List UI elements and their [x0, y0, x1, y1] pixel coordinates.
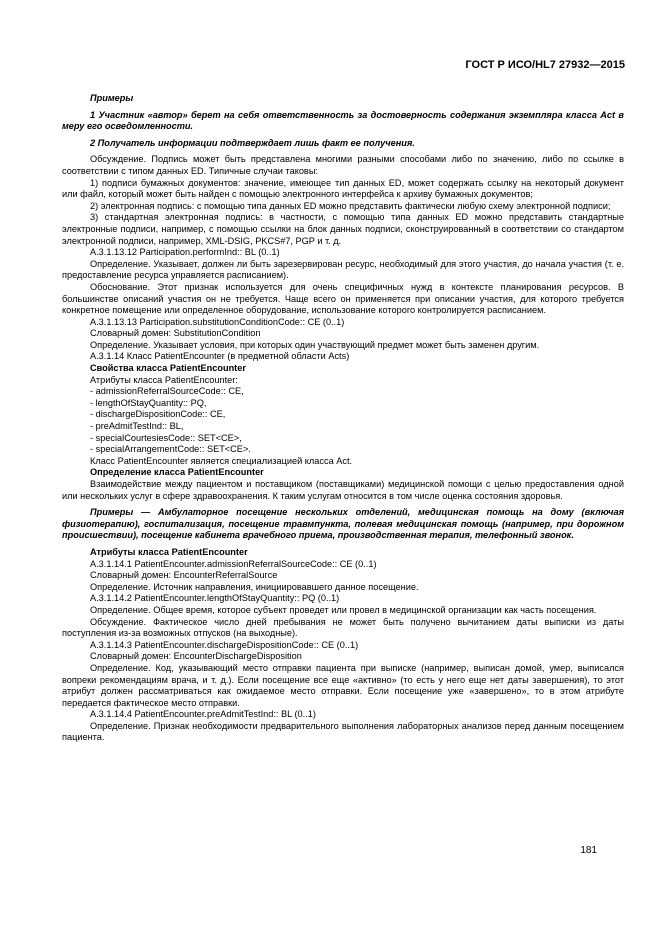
paragraph: - dischargeDispositionCode:: CE,: [90, 409, 226, 420]
paragraph: A.3.1.13.12 Participation.performInd:: BL (0..1): [90, 247, 280, 258]
document-body: [62, 93, 624, 744]
paragraph: - specialCourtesiesCode:: SET<CE>,: [90, 432, 242, 443]
paragraph: Примеры — Амбулаторное посещение нескольких отделений, медицинская помощь на дому (включая физиотерапию), госпитализация, посещение травмпункта, полевая медицинская помощь (например, при дорожном происшествии), посещение кабинета врачебного приема, производственная терапия, телефонный звонок.: [62, 507, 624, 541]
paragraph: Определение. Указывает, должен ли быть зарезервирован ресурс, необходимый для этого участия, до начала участия (т. е. предоставление ресурса управляется расписанием).: [62, 258, 624, 281]
paragraph: Определение. Источник направления, инициировавшего данное посещение.: [90, 581, 419, 592]
paragraph: A.3.1.14.3 PatientEncounter.dischargeDispositionCode:: CE (0..1): [90, 639, 359, 650]
paragraph: 1) подписи бумажных документов: значение, имеющее тип данных ED, может содержать ссылку на некоторый документ или файл, который может быть найден с помощью электронного интерфейса к архиву бумажных документов;: [62, 177, 624, 200]
paragraph: 3) стандартная электронная подпись: в частности, с помощью типа данных ED можно представить стандартные электронные подписи, например, с помощью ссылки на блок данных подписи, сконструированный в соответствии со стандартом электронной подписи, например, XML-DSIG, PKCS#7, PGP и т. д.: [62, 212, 624, 246]
paragraph: Класс PatientEncounter является специализацией класса Act.: [90, 455, 353, 466]
paragraph: Определение. Указывает условия, при которых один участвующий предмет может быть заменен другим.: [90, 339, 540, 350]
paragraph: A.3.1.14.4 PatientEncounter.preAdmitTestInd:: BL (0..1): [90, 709, 316, 720]
paragraph: Свойства класса PatientEncounter: [90, 363, 246, 374]
paragraph: - preAdmitTestInd:: BL,: [90, 421, 184, 432]
paragraph: A.3.1.14.1 PatientEncounter.admissionReferralSourceCode:: CE (0..1): [90, 558, 377, 569]
page-number: 181: [580, 845, 597, 856]
paragraph: Атрибуты класса PatientEncounter:: [90, 374, 238, 385]
paragraph: A.3.1.14 Класс PatientEncounter (в предметной области Acts): [90, 351, 350, 362]
paragraph: Обсуждение. Подпись может быть представлена многими разными способами либо по значению, либо по ссылке в соответствии с типом данных ED. Типичные случаи таковы:: [62, 154, 624, 176]
paragraph: - specialArrangementCode:: SET<CE>.: [90, 444, 251, 455]
paragraph: Определение. Общее время, которое субъект проведет или провел в медицинской организации как часть посещения.: [90, 604, 597, 615]
paragraph: - lengthOfStayQuantity:: PQ,: [90, 397, 207, 408]
paragraph: A.3.1.13.13 Participation.substitutionConditionCode:: CE (0..1): [90, 316, 345, 327]
paragraph: Определение. Код, указывающий место отправки пациента при выписке (например, выписан домой, умер, выписался вопреки рекомендациям врача, и т. д.). Если посещение все еще «активно» (то есть у него еще нет даты завершения), то этот атрибут должен рассматриваться как ожидаемое место отправки. Если посещение уже «завершено», то в этом атрибуте передается фактическое место отправки.: [62, 662, 624, 708]
paragraph: Обсуждение. Фактическое число дней пребывания не может быть получено вычитанием даты выписки из даты поступления из-за возможных отпусков (на выходные).: [62, 616, 624, 639]
paragraph: Определение класса PatientEncounter: [90, 467, 264, 478]
paragraph: Атрибуты класса PatientEncounter: [90, 546, 248, 557]
paragraph: - admissionReferralSourceCode:: CE,: [90, 386, 244, 397]
paragraph: 2) электронная подпись: с помощью типа данных ED можно представить фактически любую схему электронной подписи;: [90, 200, 611, 211]
paragraph: Примеры: [90, 93, 134, 103]
paragraph: 1 Участник «автор» берет на себя ответственность за достоверность содержания экземпляра класса Act в меру его осведомленности.: [62, 109, 624, 132]
standard-header: ГОСТ Р ИСО/HL7 27932—2015: [465, 59, 625, 71]
paragraph: Словарный домен: SubstitutionCondition: [90, 328, 261, 339]
paragraph: 2 Получатель информации подтверждает лишь факт ее получения.: [90, 137, 415, 148]
paragraph: Обоснование. Этот признак используется для очень специфичных нужд в контексте планирования ресурсов. В большинстве описаний участия он не требуется. Чаще всего он применяется при описании участия, для которого требуется конкретное помещение или определенное оборудование, использование которого контролируется расписанием.: [62, 281, 624, 316]
paragraph: Словарный домен: EncounterReferralSource: [90, 570, 278, 581]
paragraph: Определение. Признак необходимости предварительного выполнения лабораторных анализов перед данным посещением пациента.: [62, 720, 624, 743]
paragraph: Взаимодействие между пациентом и поставщиком (поставщиками) медицинской помощи с целью предоставления одной или нескольких услуг в сфере здравоохранения. К таким услугам относится в том числе оценка состояния здоровья.: [62, 479, 624, 501]
paragraph: A.3.1.14.2 PatientEncounter.lengthOfStayQuantity:: PQ (0..1): [90, 593, 340, 604]
paragraph: Словарный домен: EncounterDischargeDisposition: [90, 651, 302, 662]
